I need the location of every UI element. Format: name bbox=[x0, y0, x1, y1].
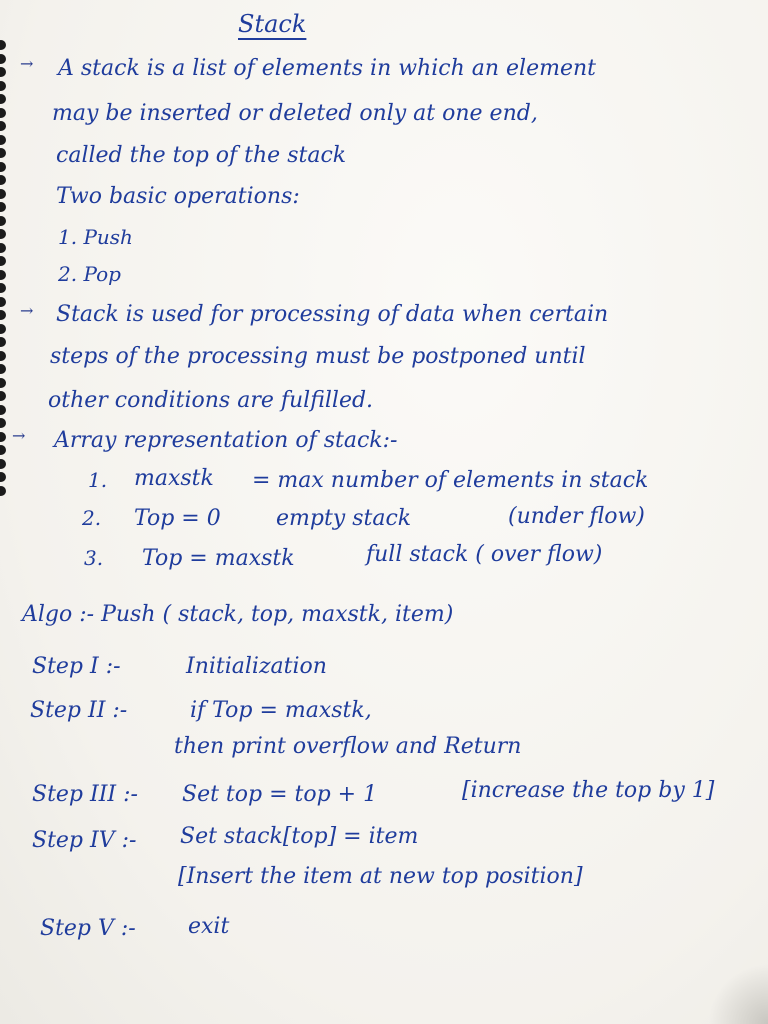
array-item-definition: full stack ( over flow) bbox=[366, 542, 603, 567]
binding-hole bbox=[0, 135, 6, 145]
binding-hole bbox=[0, 229, 6, 239]
binding-hole bbox=[0, 270, 6, 280]
step-text-continued: [Insert the item at new top position] bbox=[178, 864, 583, 889]
binding-hole bbox=[0, 243, 6, 253]
binding-hole bbox=[0, 432, 6, 442]
array-item-number: 3. bbox=[84, 546, 104, 570]
binding-hole bbox=[0, 283, 6, 293]
binding-hole bbox=[0, 445, 6, 455]
array-rep-heading: Array representation of stack:- bbox=[54, 428, 398, 453]
intro-line-2: may be inserted or deleted only at one end, bbox=[52, 101, 538, 126]
binding-hole bbox=[0, 67, 6, 77]
operations-heading: Two basic operations: bbox=[56, 184, 300, 209]
step-label: Step II :- bbox=[30, 698, 128, 723]
step-text: if Top = maxstk, bbox=[190, 698, 372, 723]
step-label: Step V :- bbox=[40, 916, 136, 941]
usage-line-2: steps of the processing must be postponed until bbox=[50, 344, 586, 369]
array-item-number: 1. bbox=[88, 468, 108, 492]
binding-hole bbox=[0, 324, 6, 334]
operation-push: 1. Push bbox=[58, 225, 133, 249]
step-text: Set stack[top] = item bbox=[180, 824, 419, 849]
binding-hole bbox=[0, 418, 6, 428]
binding-hole bbox=[0, 310, 6, 320]
arrow-icon: → bbox=[20, 54, 34, 73]
binding-hole bbox=[0, 364, 6, 374]
step-label: Step I :- bbox=[32, 654, 121, 679]
binding-hole bbox=[0, 202, 6, 212]
step-label: Step III :- bbox=[32, 782, 138, 807]
binding-hole bbox=[0, 162, 6, 172]
usage-line-1: Stack is used for processing of data when certain bbox=[56, 302, 609, 327]
step-text: Initialization bbox=[186, 654, 327, 679]
binding-hole bbox=[0, 472, 6, 482]
binding-hole bbox=[0, 81, 6, 91]
page-corner-shadow bbox=[708, 964, 768, 1024]
binding-hole bbox=[0, 378, 6, 388]
array-item-note: (under flow) bbox=[508, 504, 645, 529]
array-item-definition: = max number of elements in stack bbox=[252, 468, 649, 493]
binding-hole bbox=[0, 486, 6, 496]
binding-hole bbox=[0, 351, 6, 361]
binding-hole bbox=[0, 121, 6, 131]
step-text-continued: then print overflow and Return bbox=[174, 734, 522, 759]
binding-hole bbox=[0, 391, 6, 401]
array-item-term: maxstk bbox=[134, 466, 214, 491]
binding-hole bbox=[0, 175, 6, 185]
step-text: Set top = top + 1 bbox=[182, 782, 378, 807]
binding-hole bbox=[0, 54, 6, 64]
usage-line-3: other conditions are fulfilled. bbox=[48, 388, 374, 413]
step-text: exit bbox=[188, 914, 230, 939]
algorithm-heading: Algo :- Push ( stack, top, maxstk, item) bbox=[22, 602, 454, 627]
intro-line-3: called the top of the stack bbox=[56, 143, 347, 168]
step-note: [increase the top by 1] bbox=[462, 778, 715, 803]
array-item-definition: empty stack bbox=[276, 506, 412, 531]
binding-hole bbox=[0, 256, 6, 266]
binding-hole bbox=[0, 108, 6, 118]
binding-hole bbox=[0, 148, 6, 158]
arrow-icon: → bbox=[20, 301, 34, 320]
operation-pop: 2. Pop bbox=[58, 262, 121, 286]
step-label: Step IV :- bbox=[32, 828, 137, 853]
array-item-term: Top = 0 bbox=[134, 506, 221, 531]
binding-hole bbox=[0, 337, 6, 347]
array-item-term: Top = maxstk bbox=[142, 546, 295, 571]
arrow-icon: → bbox=[12, 426, 26, 445]
binding-hole bbox=[0, 40, 6, 50]
binding-hole bbox=[0, 297, 6, 307]
intro-line-1: A stack is a list of elements in which an element bbox=[58, 56, 596, 81]
binding-hole bbox=[0, 94, 6, 104]
binding-hole bbox=[0, 405, 6, 415]
binding-hole bbox=[0, 459, 6, 469]
binding-hole bbox=[0, 189, 6, 199]
array-item-number: 2. bbox=[82, 506, 102, 530]
binding-hole bbox=[0, 216, 6, 226]
page-title: Stack bbox=[238, 10, 307, 38]
